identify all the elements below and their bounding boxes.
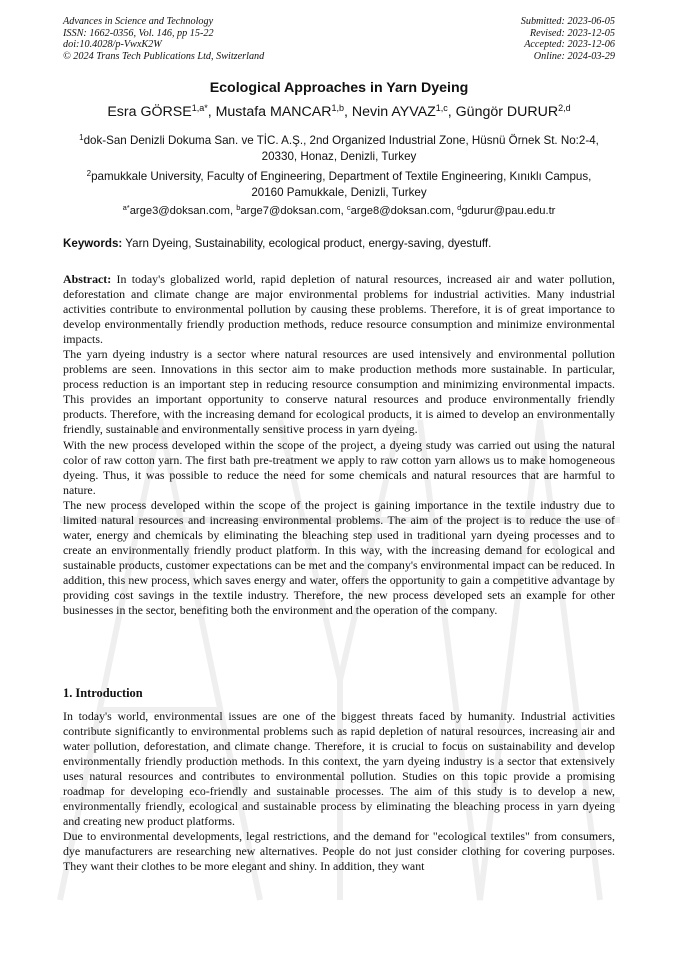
abstract-paragraph: The yarn dyeing industry is a sector where natural resources are used intensively and environmental pollution problems are seen. Innovations in this sector aim to make production methods more sustainable. In particular, process reduction is an important step in reducing resource consumption and minimizing environmental impacts. This provides an important opportunity to conserve natural resources and produce environmentally friendly products. Therefore, with the increasing demand for ecological products, it is aimed to develop an environmentally friendly, sustainable and environmentally sensitive process in yarn dyeing. bbox=[63, 347, 615, 437]
email-link[interactable]: gdurur@pau.edu.tr bbox=[461, 205, 556, 217]
date-revised: Revised: 2023-12-05 bbox=[529, 27, 615, 39]
author-name: Mustafa MANCAR bbox=[215, 104, 332, 120]
abstract-paragraph: The new process developed within the scope of the project is gaining importance in the textile industry due to limited natural resources and increasing environmental problems. The aim of the project is to reduce the use of water, energy and chemicals by eliminating the bleaching step used in traditional yarn dyeing processes and to create an environmentally friendly product platform. In this way, with the increasing demand for ecological and sustainable products, customer expectations can be met and the company's environmental impact can be reduced. In addition, this new process, which saves energy and water, offers the opportunity to gain a competitive advantage by providing cost savings in the textile industry. Therefore, the new process developed sets an example for other businesses in the sector, benefiting both the environment and the operation of the company. bbox=[63, 497, 615, 618]
affiliation-text: dok-San Denizli Dokuma San. ve TİC. A.Ş., 2nd Organized Industrial Zone, Hüsnü Örnek St. No:2-4, 20330, Honaz, Denizli, Turkey bbox=[83, 134, 599, 163]
keywords bbox=[63, 237, 615, 250]
keywords-text: Yarn Dyeing, Sustainability, ecological product, energy-saving, dyestuff. bbox=[122, 237, 492, 250]
email-list: $^{a*}$arge3@doksan.com, $^b$arge7@doksan.com, $^c$arge8@doksan.com, $^d$gdurur@pau.edu.tr bbox=[122, 203, 556, 217]
author-name: Güngör DURUR bbox=[455, 104, 559, 120]
email-link[interactable]: arge3@doksan.com bbox=[129, 205, 230, 217]
author-affiliation-mark: 1,b bbox=[331, 103, 344, 113]
section-heading-introduction: 1. Introduction bbox=[63, 686, 143, 700]
affiliation-mark: 1 bbox=[79, 133, 84, 142]
abstract-paragraph: With the new process developed within the scope of the project, a dyeing study was carried out using the natural color of raw cotton yarn. The first bath pre-treatment we apply to raw cotton yarn allows us to make homogeneous dyeing. Thus, it was possible to reduce the need for some chemicals and natural resources that are harmful to nature. bbox=[63, 437, 615, 497]
journal-doi: doi:10.4028/p-VwxK2W bbox=[63, 39, 162, 51]
paper-title: Ecological Approaches in Yarn Dyeing bbox=[209, 80, 469, 96]
affiliation-1 bbox=[70, 130, 608, 165]
date-submitted: Submitted: 2023-06-05 bbox=[520, 16, 615, 27]
affiliation-text: pamukkale University, Faculty of Engineering, Department of Textile Engineering, Kınıklı Campus, 20160 Pamukkale, Denizli, Turkey bbox=[91, 170, 592, 199]
submission-dates bbox=[521, 16, 615, 62]
email-mark: a* bbox=[122, 203, 130, 212]
journal-name: Advances in Science and Technology bbox=[63, 16, 214, 27]
email-mark: b bbox=[236, 203, 241, 212]
author-affiliation-mark: 1,c bbox=[435, 103, 448, 113]
author-name: Esra GÖRSE bbox=[107, 104, 192, 120]
date-accepted: Accepted: 2023-12-06 bbox=[524, 39, 615, 51]
date-online: Online: 2024-03-29 bbox=[533, 50, 615, 62]
email-link[interactable]: arge7@doksan.com bbox=[240, 205, 341, 217]
introduction-paragraph: In today's world, environmental issues are one of the biggest threats faced by humanity. Industrial activities contribute significantly to environmental problems such as rapid depletion of natural resources, increasing air and water pollution, deforestation, and climate change. Therefore, it is crucial to focus on sustainability and develop environmentally friendly production methods. In this context, the yarn dyeing industry is a sector that extensively uses natural resources and contributes to environmental pollution. Studies on this topic provide a promising roadmap for developing eco-friendly and sustainable processes. The aim of this study is to develop a new, environmentally friendly, ecological and sustainable process by eliminating the bleaching process in yarn dyeing and creating new product platforms. bbox=[63, 709, 615, 829]
abstract bbox=[63, 272, 615, 618]
abstract-label: Abstract: bbox=[63, 272, 112, 286]
abstract-paragraph: Abstract: In today's globalized world, rapid depletion of natural resources, increased air and water pollution, deforestation and climate change are major environmental problems for industrial activities. Many industrial activities contribute to environmental pollution by causing these problems. Therefore, it is of great importance to develop environmentally friendly production methods, reduce resource consumption and minimize environmental impacts. bbox=[63, 272, 615, 347]
journal-info bbox=[63, 16, 264, 62]
journal-copyright: © 2024 Trans Tech Publications Ltd, Switzerland bbox=[63, 50, 265, 62]
email-mark: d bbox=[457, 203, 462, 212]
affiliation-2 bbox=[70, 166, 608, 201]
author-affiliation-mark: 1,a* bbox=[191, 103, 208, 113]
email-link[interactable]: arge8@doksan.com bbox=[350, 205, 451, 217]
author-name: Nevin AYVAZ bbox=[351, 104, 436, 120]
affiliation-mark: 2 bbox=[86, 169, 92, 178]
author-affiliation-mark: 2,d bbox=[558, 103, 571, 113]
author-list: Esra $GÖRSE^{1,a*}$, Mustafa MANCAR$^{1,b}$, Nevin AYVAZ$^{1,c}$, Güngör DURUR$^{2,d}$ bbox=[107, 103, 571, 120]
email-mark: c bbox=[346, 203, 351, 212]
journal-issn: ISSN: 1662-0356, Vol. 146, pp 15-22 bbox=[63, 27, 214, 39]
introduction-body bbox=[63, 709, 615, 875]
keywords-label: Keywords: bbox=[63, 237, 123, 250]
introduction-paragraph: Due to environmental developments, legal restrictions, and the demand for "ecological textiles" from consumers, dye manufacturers are researching new alternatives. People do not just consider clothing for covering purposes. They want their clothes to be more elegant and shiny. In addition, they want bbox=[63, 829, 615, 874]
